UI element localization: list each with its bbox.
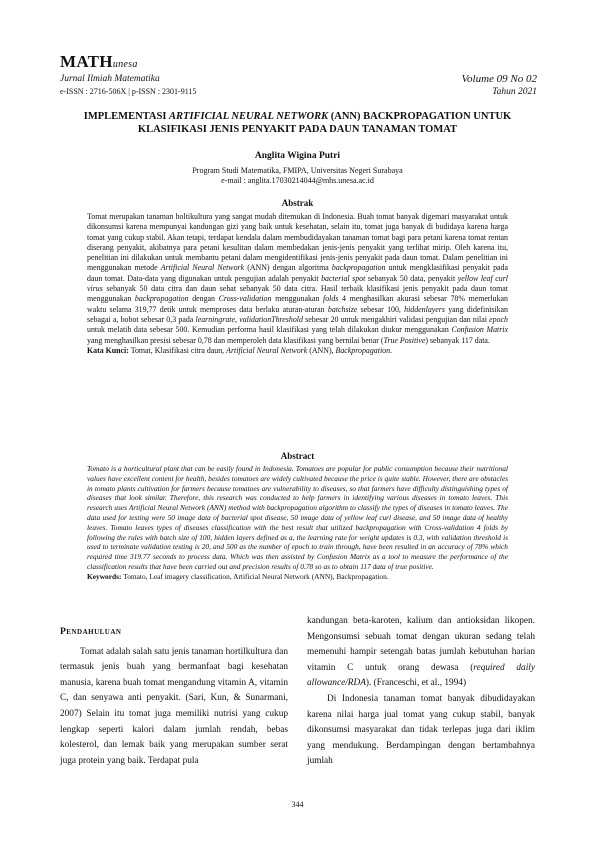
abstrak-text: untuk mengklasifikasi penyakit pada daun tomat. Data-data yang digunakan untuk pengujian adalah penyakit bbox=[87, 263, 508, 283]
affiliation-text: Program Studi Matematika, FMIPA, Universitas Negeri Surabaya bbox=[192, 166, 403, 175]
body-text: kandungan beta-karoten, kalium dan antioksidan likopen. Mengonsumsi sebuah tomat dengan ukuran sedang telah memenuhi hampir setengah batas jumlah kebutuhan harian vitamin C untuk orang dewasa ( bbox=[307, 616, 535, 673]
abstrak-italic: Artificial Neural Network bbox=[160, 263, 245, 273]
abstrak-text: sebanyak 50 data citra dan daun sehat sebanyak 50 data citra. Hasil terbaik klasifikasi jenis penyakit pada daun tomat menggunakan bbox=[87, 284, 508, 304]
year: Tahun 2021 bbox=[492, 87, 537, 97]
kata-kunci-italic: Backpropagation bbox=[335, 345, 391, 355]
abstrak-text: 4 menghasilkan akurasi sebesar 78% memerlukan waktu selama 319,77 detik untuk memproses data berlaku aturan-aturan bbox=[87, 294, 509, 314]
abstrak-italic: Cross-validation bbox=[218, 294, 272, 304]
issn: e-ISSN : 2716-506X | p-ISSN : 2301-9115 bbox=[60, 87, 197, 96]
body-paragraph bbox=[307, 614, 535, 692]
kata-kunci-text: . bbox=[390, 345, 393, 355]
kata-kunci-text: Tomat, Klasifikasi citra daun, bbox=[128, 345, 227, 355]
body-paragraph: Di Indonesia tanaman tomat banyak dibudidayakan karena nilai harga jual tomat yang cukup stabil, banyak dikonsumsi masyarakat dan tidak terlepas juga dari iklim yang mendukung. Berdampingan dengan bertambahnya jumlah bbox=[307, 693, 535, 767]
keywords bbox=[87, 572, 508, 582]
keywords-text: Tomato, Leaf imagery classification, Artificial Neural Network (ANN), Backpropagation. bbox=[121, 571, 389, 581]
abstrak-text: ) sebanyak 117 data. bbox=[425, 335, 490, 345]
kata-kunci-label: Kata Kunci: bbox=[87, 345, 129, 355]
body-paragraph: Tomat adalah salah satu jenis tanaman hortilkultura dan termasuk jenis buah yang bermanfaat bagi kesehatan manusia, karena buah tomat mengandung vitamin A, vitamin C, dan senyawa anti penyakit. (Sari, Kun, & Sunarmani, 2007) Selain itu tomat juga memiliki nutrisi yang cukup lengkap seperti kalori dalam jumlah rendah, bebas kolesterol, dan lemak baik yang merupakan sumber serat juga protein yang baik. Terdapat pula bbox=[60, 646, 288, 766]
abstrak-text: , bbox=[234, 314, 240, 324]
journal-name: Jurnal Ilmiah Matematika bbox=[60, 74, 160, 84]
abstrak-text: (ANN) dengan algoritma bbox=[244, 263, 332, 273]
abstrak-italic: learningrate bbox=[195, 314, 235, 324]
author-email: e-mail : anglita.17030214044@mhs.unesa.ac.id bbox=[221, 176, 374, 185]
abstrak-text: yang menghasilkan presisi sebesar 0,78 dan memperoleh data klasifikasi yang bernilai benar ( bbox=[87, 335, 384, 345]
abstrak-italic: bacterial spot bbox=[321, 273, 366, 283]
abstrak-text: sebesar 100, bbox=[357, 304, 405, 314]
abstract-text: Tomato is a horticultural plant that can be easily found in Indonesia. Tomatoes are popular for public consumption because their nutritional values have excellent content for health, besides tomatoes are widely cultivated because the price is quite stable. However, there are obstacles in tomato plants cultivation for farmers because tomatoes are vulnerability to diseases, so that farmers have difficulty distinguishing types of diseases that look similar. Therefore, this research was conducted to help farmers in identifying various diseases in tomato leaves. This research uses Artificial Neural Network (ANN) method with backpropagation algorithm to classify the types of diseases in tomato leaves. The data used for testing were 50 image data of bacterial spot disease, 50 image data of yellow leaf curl disease, and 50 image data of healthy leaves. Tomato leaves types of diseases classification with the best result that utilized backpropagation with Cross-validation 4 folds by following the rules with batch size of 100, hidden layers defined as a, the learning rate for weight updates is 0.3, with validation threshold is used to terminate validation testing is 20, and 500 as the number of epoch to train through, have been resulted in an accuracy of 78% which required time 319.77 seconds to process data. Which was then assisted by Confusion Matrix as a tool to measure the performance of the classification results that have been carried out and precision results of 0.78 so as to obtain 117 data of true positive. bbox=[87, 464, 508, 571]
section-heading: Pendahuluan bbox=[60, 627, 122, 637]
paper-title bbox=[70, 110, 525, 136]
author-name: Anglita Wigina Putri bbox=[254, 151, 341, 161]
abstrak-italic: backpropagation bbox=[134, 294, 189, 304]
abstrak-text: sebanyak 50 data, penyakit bbox=[365, 273, 458, 283]
title-prefix: IMPLEMENTASI bbox=[83, 111, 170, 122]
abstrak-italic: yellow leaf curl virus bbox=[87, 273, 508, 294]
author-affiliation bbox=[60, 166, 535, 186]
volume: Volume 09 No 02 bbox=[461, 73, 537, 85]
abstrak-body bbox=[87, 212, 508, 356]
keywords-label: Keywords: bbox=[87, 571, 122, 581]
logo-main-text: MATH bbox=[60, 52, 113, 71]
logo-sub-text: unesa bbox=[112, 59, 138, 70]
abstrak-text: sebesar 20 untuk mengakhiri validasi pengujian dan nilai bbox=[302, 314, 490, 324]
kata-kunci bbox=[87, 346, 508, 356]
abstrak-italic: folds bbox=[323, 294, 339, 304]
body-text: ). (Franceschi, et al., 1994) bbox=[365, 678, 467, 689]
body-italic: required daily allowance/RDA bbox=[307, 662, 535, 689]
kata-kunci-text: (ANN), bbox=[307, 345, 336, 355]
abstrak-italic: batchsize bbox=[327, 304, 358, 314]
body-right-column bbox=[307, 614, 535, 770]
abstrak-italic: True Positive bbox=[383, 335, 426, 345]
journal-logo bbox=[60, 52, 138, 72]
title-rest: (ANN) BACKPROPAGATION UNTUK KLASIFIKASI JENIS PENYAKIT PADA DAUN TANAMAN TOMAT bbox=[137, 111, 512, 135]
abstrak-italic: backpropagation bbox=[331, 263, 386, 273]
abstract-heading: Abstract bbox=[280, 451, 315, 461]
abstrak-heading: Abstrak bbox=[281, 198, 314, 208]
abstrak-text: dengan bbox=[188, 294, 219, 304]
page-number: 344 bbox=[291, 800, 304, 809]
abstrak-italic: hiddenlayers bbox=[404, 304, 445, 314]
abstrak-italic: epoch bbox=[489, 314, 508, 324]
abstrak-italic: validationThreshold bbox=[239, 314, 303, 324]
kata-kunci-italic: Artificial Neural Network bbox=[226, 345, 308, 355]
title-italic: ARTIFICIAL NEURAL NETWORK bbox=[169, 111, 329, 122]
abstrak-text: menggunakan bbox=[271, 294, 324, 304]
abstrak-text: untuk melatih data sebesar 500. Kemudian performa hasil klasifikasi yang telah dilakukan diukur menggunakan bbox=[87, 325, 452, 335]
abstrak-italic: Confusion Matrix bbox=[451, 325, 508, 335]
body-left-column bbox=[60, 625, 288, 769]
abstract-body bbox=[87, 464, 508, 582]
abstrak-text: Tomat merupakan tanaman holtikultura yang sangat mudah ditemukan di Indonesia. Buah tomat banyak digemari masyarakat untuk dikonsumsi karena mempunyai kandungan gizi yang baik untuk kesehatan, selain itu, tomat juga banyak di budidaya karena harga tomat yang cukup stabil. Akan tetapi, terdapat kendala dalam membudidayakan tanaman tomat bagi para petani karena tomat rentan diserang penyakit, akibatnya para petani kesulitan dalam membedakan jenis-jenis penyakit yang terlihat mirip. Oleh karena itu, penelitian ini dilakukan untuk membantu petani dalam mengidentifikasi jenis-jenis penyakit pada daun tomat. Dalam penelitian ini menggunakan metode bbox=[87, 212, 508, 273]
abstrak-text: yang didefinisikan sebagai a, bobot sebesar 0,3 pada bbox=[87, 304, 509, 324]
